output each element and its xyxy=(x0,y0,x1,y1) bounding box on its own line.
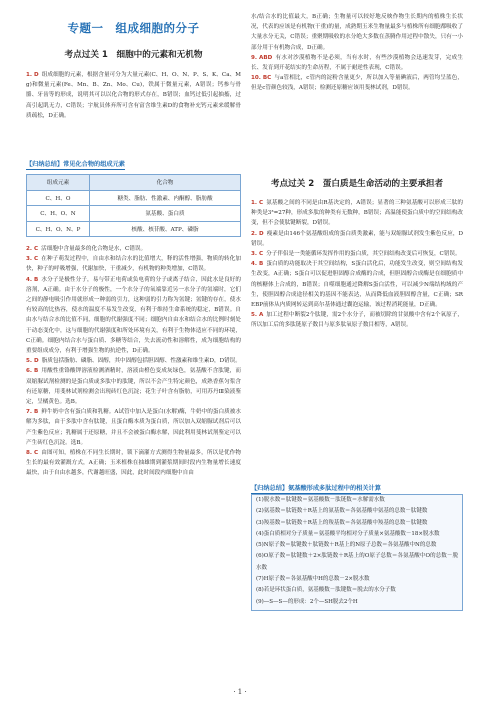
question-5 xyxy=(251,310,463,330)
explanation: 与a管相比，c管内的淀粉含量更少，所以加入等量碘液后，两管均呈蓝色，但是c管颜色较浅，A错误；检测还原糖应该用斐林试剂，D错误。 xyxy=(251,75,463,92)
table-row xyxy=(27,190,241,206)
knowledge-box-title: 【归纳总结】氨基酸形成多肽过程中的相关计算 xyxy=(251,482,381,494)
explanation: 水分子是极性分子，易与带正电荷或负电荷的分子或离子结合，因此水是良好的溶剂，A正确。由于水分子的极性，一个水分子的氧端靠近另一水分子的氢端时，它们之间的静电吸引作用就形成一种弱的引力，这种弱的引力称为氢键；氢键的存在，使水有较高的比热容，使水的温度不易发生改变，有利于维持生命系统的稳定，B错误。自由水与结合水的比值不同，细胞的代谢强度不同；细胞内自由水和结合水的比例时刻处于动态变化中，这与细胞的代谢强度和所处环境有关，有利于生物体适应不同的环境，C正确。细胞内结合水与蛋白质、多糖等结合，失去流动性和溶解性，成为细胞结构的重要组成成分，有利于增强生物的抗逆性，D正确。 xyxy=(26,276,241,355)
answer: B xyxy=(34,276,39,283)
formula-item: (7)H原子数＝各氨基酸中H的总数－2×脱水数 xyxy=(256,576,370,583)
table-header: 化合物 xyxy=(90,175,241,191)
question-6 xyxy=(26,366,241,407)
explanation: 加工过程中断裂2个肽键，需2个水分子，而被切除的甘氨酸中含有2个氧原子，所以加工后的多肽链原子数目与原多肽氧原子数目相等，A错误。 xyxy=(251,312,463,329)
right-top-questions xyxy=(251,12,463,94)
question-8 xyxy=(26,448,241,479)
answer: C xyxy=(34,256,39,263)
table-cell: C、H、O、N、P xyxy=(27,221,90,237)
table-row xyxy=(27,221,241,237)
formula-item: (6)O原子数＝肽键数＋2×肽链数＋R基上的O原子总数＝各氨基酸中O的总数－脱水数 xyxy=(256,553,458,571)
table-cell: C、H、O、N xyxy=(27,206,90,222)
table-cell: 氨基酸、蛋白质 xyxy=(90,206,241,222)
knowledge-box-title: 【归纳总结】常见化合物的组成元素 xyxy=(26,158,125,170)
question-number: 9. xyxy=(251,54,258,61)
question-4 xyxy=(251,259,463,310)
answer: B xyxy=(259,261,264,268)
compound-element-table xyxy=(26,174,241,237)
explanation: 分子伴侣是一类能循环发挥作用的蛋白质，其空间结构改变后可恢复，C错误。 xyxy=(266,251,461,258)
question-number: 10. xyxy=(251,75,261,82)
explanation: 瘦素是由146个氨基酸组成的蛋白质类激素，能与双缩脲试剂发生紫色反应，D错误。 xyxy=(251,230,463,247)
answer: D xyxy=(34,358,39,365)
question-5 xyxy=(26,356,241,366)
table-cell: C、H、O xyxy=(27,190,90,206)
table-cell: 核酸、核苷酸、ATP、磷脂 xyxy=(90,221,241,237)
question-1 xyxy=(251,198,463,229)
formula-item: (3)羧基数＝肽链数＋R基上的羧基数＝各氨基酸中羧基的总数－肽键数 xyxy=(256,519,428,526)
page-number: · 1 · xyxy=(233,688,247,696)
question-number: 1. xyxy=(251,200,258,206)
answer: C xyxy=(259,251,264,258)
formula-box xyxy=(251,494,463,611)
explanation: 由图可知，植株在不同生长期时，锁下滴灌方式测得生物量最多，所以是优作物生长的最有效灌溉方式，A正确；玉米植株在抽雄期到灌浆期间时段内生物量增长速度最快，由于自由水越多，代谢越旺盛，因此，此时间段内细胞中自由 xyxy=(26,450,241,477)
formula-item: (2)氨基数＝肽链数＋R基上的氨基数＝各氨基酸中氨基的总数－肽键数 xyxy=(256,508,428,515)
table-cell: 糖类、脂肪、性激素、内酮醇、脂肪酸 xyxy=(90,190,241,206)
question-7 xyxy=(26,407,241,448)
question-3 xyxy=(251,249,463,259)
answer: BC xyxy=(262,75,272,82)
explanation: 脂质包括脂肪、磷脂、固醇，其中固醇包括胆固醇、性激素和维生素D，D错误。 xyxy=(41,358,241,365)
question-number: 3. xyxy=(26,256,33,263)
explanation: 活细胞中含量最多的化合物是水，C错误。 xyxy=(41,246,147,252)
table-row xyxy=(27,206,241,222)
explanation: 氨基酸之间的不同是由R基决定的，A错误；显著的三种氨基酸可以形成三肽的种类是3³=27种，形成多肽的种类有无数种，B错误；高温能使蛋白质中的空间结构改变，但不会使肽键断裂，D错误。 xyxy=(251,200,463,227)
formula-item: (5)N原子数＝肽键数＋肽链数＋R基上的N原子总数＝各氨基酸中N的总数 xyxy=(256,542,437,549)
question-1 xyxy=(26,70,241,121)
question-number: 1. xyxy=(26,72,33,78)
answer: ABD xyxy=(259,54,273,61)
question-3 xyxy=(26,254,241,274)
section2-questions xyxy=(251,198,463,331)
section-title-1: 考点过关 1 细胞中的元素和无机物 xyxy=(64,50,203,60)
question-2 xyxy=(26,244,241,254)
explanation: 用酸性重铬酸钾溶液检测酒精时，溶液由橙色变成灰绿色，氨基酸不含肽键，而双缩脲试剂检测的是蛋白质或多肽中的肽键，所以不会产生特定颜色，成熟香蕉匀浆含有还原糖，用斐林试剂检测会出现砖红色沉淀；花生子叶含有脂肪，可用苏丹Ⅲ染液鉴定，呈橘黄色。选B。 xyxy=(26,368,241,406)
question-number: 2. xyxy=(26,246,33,252)
knowledge-box-compounds xyxy=(26,151,241,237)
question-number: 6. xyxy=(26,368,33,375)
question-number: 7. xyxy=(26,409,33,416)
explanation: 蛋白质的功能取决于其空间结构，S蛋白活化后，功能发生改变，则空间结构发生改变，A正确；S蛋白可以促进胆固醇合成酶的合成，但胆固醇合成酶是在细胞质中的核糖体上合成的，B错误；自噬细胞通过降解S蛋白活性，可以减少N端结构域的产生，使胆固醇合成途径相关的基因不能表达，从而降低血液胆固醇含量，C正确；SREBP前体从内质网转运到高尔基体通过囊泡运输，该过程消耗能量，D正确。 xyxy=(251,261,463,309)
formula-item: (9)—S—S—的形成：2个—SH脱去2个H xyxy=(256,598,358,605)
questions-2-8 xyxy=(26,244,241,479)
table-header: 组成元素 xyxy=(27,175,90,191)
answer: B xyxy=(34,368,39,375)
answer: C xyxy=(34,450,39,457)
answer: A xyxy=(259,312,264,319)
explanation: 鲜牛奶中含有蛋白质和乳糖。A试管中加入是蛋白(水解)酶，牛奶中的蛋白质被水解为多肽，由于多肽中含有肽键，且蛋白酶本质为蛋白质，所以加入双缩脲试剂后可以产生紫色反应；乳糖属于还原糖，并且不会被蛋白酶水解，因此利用斐林试剂鉴定可以产生砖红色沉淀。选B。 xyxy=(26,409,241,446)
answer: B xyxy=(34,409,39,416)
answer: D xyxy=(34,72,39,78)
answer: D xyxy=(259,230,264,237)
explanation: 在种子萌发过程中，自由水和结合水的比值增大，释的活性增强，物质的转化加快，种子的呼吸增强，代谢加快，干重减少，有机物的种类增加，C错误。 xyxy=(26,256,241,273)
question-number: 4. xyxy=(26,276,33,283)
question-number: 2. xyxy=(251,230,258,237)
formula-item: (4)蛋白质相对分子质量＝氨基酸平均相对分子质量×氨基酸数－18×脱水数 xyxy=(256,530,440,537)
formula-item: (1)脱水数＝肽键数＝氨基酸数－肽链数＝水解需水数 xyxy=(256,497,385,503)
question-number: 3. xyxy=(251,251,258,258)
question-10 xyxy=(251,73,463,93)
question-9 xyxy=(251,53,463,73)
knowledge-box-peptide xyxy=(251,475,463,611)
formula-item: (8)若是环状蛋白质，氨基酸数－肽键数＝脱去的水分子数 xyxy=(256,587,396,594)
question-8-continued: 水/结合水的比值最大，B正确；生物量可以较好地反映作物生长期内的植株生长状况，代表的应该是有机物(干重)的量，成熟期玉米生物量最多与植株所有细胞都吸收了大量水分无关，C错误；重聚期吸收的水分绝大多数在蒸腾作用过程中散失，只有一小部分用于有机物合成，D正确。 xyxy=(251,14,463,51)
answer: C xyxy=(34,246,39,252)
question-2 xyxy=(251,229,463,249)
question-4 xyxy=(26,275,241,357)
explanation: 有水对沙漠植物不是必须，当有水时，有些沙漠植物会迅速发芽，完成生长、发育到开花结实的生命历程，不属于耐逆性表现，C错误。 xyxy=(251,54,463,72)
question-number: 5. xyxy=(26,358,33,365)
answer: C xyxy=(259,200,264,206)
question-number: 4. xyxy=(251,261,258,268)
explanation: 组成细胞的元素，根据含量可分为大量元素(C、H、O、N、P、S、K、Ca、Mg)和微量元素(Fe、Mn、B、Zn、Mo、Cu)，铁属于微量元素，A错误；钙参与骨骼、牙齿等的形成，说明其可以以化合物的形式存在，B错误；血钙过低引起抽搐，过高引起肌无力，C错误；宇航员体弃所可含有富含维生素D的食物补充钙元素来缓解骨质疏松，D正确。 xyxy=(26,72,241,119)
section-title-2: 考点过关 2 蛋白质是生命活动的主要承担者 xyxy=(270,179,444,189)
question-number: 5. xyxy=(251,312,258,319)
question-number: 8. xyxy=(26,450,33,457)
chapter-title: 专题一 组成细胞的分子 xyxy=(67,21,200,35)
